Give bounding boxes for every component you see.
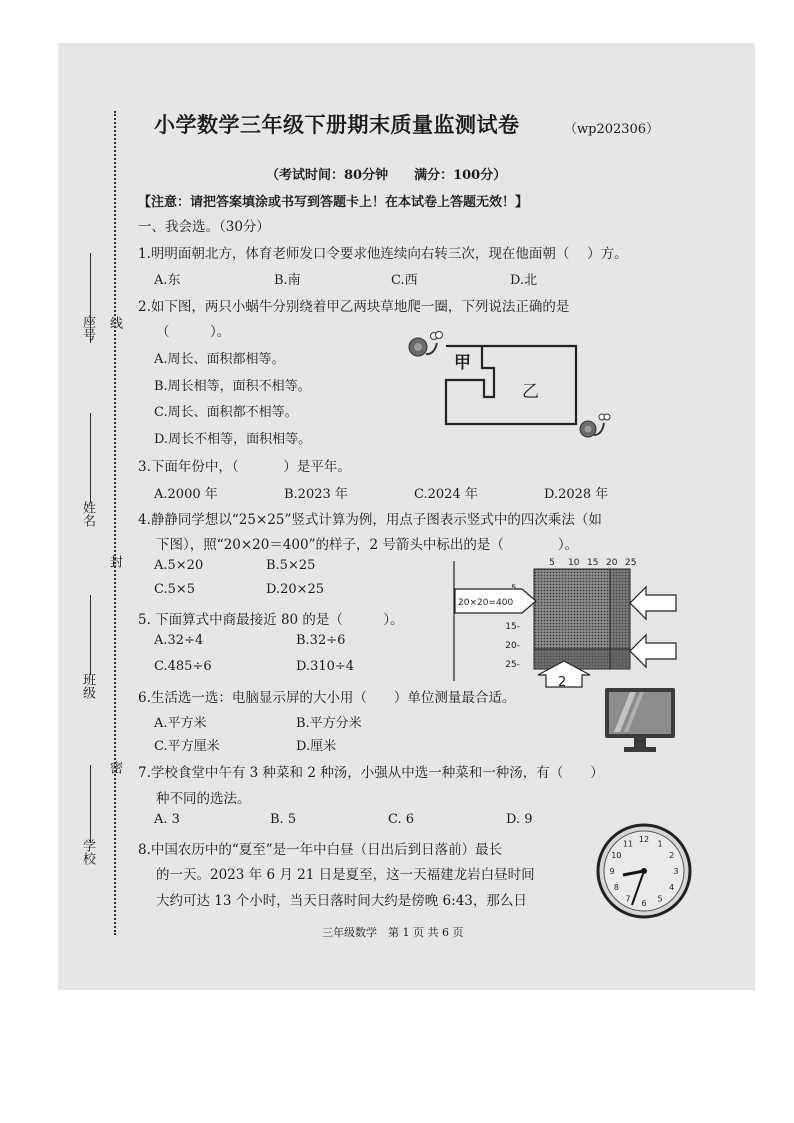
q2-option-a: A.周长、面积都相等。 <box>154 352 285 367</box>
name-blank-line <box>90 413 91 503</box>
q4-dot-grid-figure <box>450 553 680 690</box>
q1-option-a: A.东 <box>154 273 181 288</box>
q4-x-tick-labels <box>549 558 636 568</box>
clock-numeral: 1 <box>657 839 663 849</box>
q4-arrow-number: 2 <box>558 675 567 690</box>
q4-x-tick: 20 <box>606 558 618 568</box>
q1-text: 1.明明面朝北方，体育老师发口令要求他连续向右转三次，现在他面朝（ ）方。 <box>138 246 628 262</box>
clock-numeral: 11 <box>622 839 634 849</box>
q1-option-c: C.西 <box>391 273 418 288</box>
page-footer: 三年级数学 第 1 页 共 6 页 <box>322 926 464 939</box>
clock-icon <box>596 823 692 919</box>
q2-option-d: D.周长不相等，面积相等。 <box>154 432 312 447</box>
q4-y-tick: 20- <box>505 641 520 651</box>
binding-dotted-line <box>114 111 116 935</box>
q2-label-jia: 甲 <box>454 353 471 373</box>
section-heading: 一、我会选。（30分） <box>138 219 270 235</box>
q3-option-a: A.2000 年 <box>154 487 218 502</box>
q6-option-d: D.厘米 <box>296 739 337 754</box>
q7-option-a: A. 3 <box>154 812 180 827</box>
q3-option-c: C.2024 年 <box>414 487 478 502</box>
class-label: 班级 <box>80 673 95 699</box>
exam-code: （wp202306） <box>564 122 660 137</box>
clock-numeral: 3 <box>673 867 679 876</box>
q6-option-c: C.平方厘米 <box>154 739 220 754</box>
q4-option-b: B.5×25 <box>266 558 316 573</box>
clock-numeral: 7 <box>625 894 631 904</box>
q4-text-cont: 下图），照“20×20＝400”的样子，2 号箭头中标出的是（ ）。 <box>156 537 579 553</box>
school-label: 学校 <box>80 839 95 865</box>
q2-text: 2.如下图，两只小蜗牛分别绕着甲乙两块草地爬一圈，下列说法正确的是 <box>138 299 570 315</box>
q4-x-tick: 10 <box>568 558 580 568</box>
q5-option-d: D.310÷4 <box>296 659 355 674</box>
clock-numeral: 2 <box>669 851 675 860</box>
q4-option-a: A.5×20 <box>154 558 204 573</box>
q4-option-d: D.20×25 <box>266 582 325 597</box>
clock-numeral: 9 <box>609 867 615 876</box>
q4-x-tick: 15 <box>587 558 599 568</box>
exam-title: 小学数学三年级下册期末质量监测试卷 <box>154 112 520 137</box>
name-label: 姓名 <box>80 501 95 527</box>
q5-text: 5. 下面算式中商最接近 80 的是（ ）。 <box>138 612 404 628</box>
clock-numeral: 8 <box>613 883 619 892</box>
q2-option-c: C.周长、面积都不相等。 <box>154 405 298 420</box>
q2-lawn-figure <box>406 327 626 443</box>
snail-top-icon <box>409 332 443 357</box>
q6-option-a: A.平方米 <box>154 716 207 731</box>
snail-bottom-icon <box>580 414 610 437</box>
clock-numeral: 4 <box>669 883 675 892</box>
binding-secret-char: 密 <box>107 761 122 774</box>
exam-sheet <box>58 43 755 990</box>
q4-right-arrow-1 <box>630 587 676 619</box>
q4-x-tick: 25 <box>625 558 637 568</box>
q4-option-c: C.5×5 <box>154 582 196 597</box>
q2-label-yi: 乙 <box>522 382 539 402</box>
clock-numeral: 6 <box>641 899 647 908</box>
binding-line-char: 线 <box>107 316 122 329</box>
q3-option-b: B.2023 年 <box>284 487 348 502</box>
seat-label: 座号 <box>80 315 95 341</box>
binding-seal-char: 封 <box>107 555 122 568</box>
q3-text: 3.下面年份中，（ ）是平年。 <box>138 459 351 475</box>
clock-numeral: 5 <box>657 894 663 904</box>
exam-notice: 【注意：请把答案填涂或书写到答题卡上！在本试卷上答题无效！】 <box>138 195 529 210</box>
monitor-icon <box>604 687 678 757</box>
q4-text: 4.静静同学想以“25×25”竖式计算为例，用点子图表示竖式中的四次乘法（如 <box>138 512 602 528</box>
q7-text-cont: 种不同的选法。 <box>156 791 251 807</box>
q7-option-b: B. 5 <box>270 812 297 827</box>
q3-option-d: D.2028 年 <box>544 487 609 502</box>
q4-y-tick: 25- <box>505 660 520 670</box>
q4-y-tick: 15- <box>505 622 520 632</box>
q1-option-b: B.南 <box>274 273 301 288</box>
q7-text: 7.学校食堂中午有 3 种菜和 2 种汤，小强从中选一种菜和一种汤，有（ ） <box>138 765 604 781</box>
q4-right-arrow-2 <box>630 635 676 667</box>
q8-text-line3: 大约可达 13 个小时，当天日落时间大约是傍晚 6:43，那么日 <box>156 893 527 909</box>
q6-text: 6.生活选一选：电脑显示屏的大小用（ ）单位测量最合适。 <box>138 690 516 706</box>
q4-x-tick: 5 <box>549 558 555 568</box>
q2-text-cont: （ ）。 <box>156 324 231 340</box>
q2-option-b: B.周长相等，面积不相等。 <box>154 379 311 394</box>
q7-option-c: C. 6 <box>388 812 415 827</box>
q5-option-b: B.32÷6 <box>296 633 346 648</box>
q1-option-d: D.北 <box>510 273 538 288</box>
clock-numeral: 12 <box>638 835 650 844</box>
q6-option-b: B.平方分米 <box>296 716 362 731</box>
q8-text-line2: 的一天。2023 年 6 月 21 日是夏至，这一天福建龙岩白昼时间 <box>156 867 535 883</box>
school-blank-line <box>90 765 91 843</box>
q4-arrow-label: 20×20=400 <box>458 598 514 608</box>
class-blank-line <box>90 595 91 675</box>
q8-text-line1: 8.中国农历中的“夏至”是一年中白昼（日出后到日落前）最长 <box>138 842 503 858</box>
q5-option-a: A.32÷4 <box>154 633 204 648</box>
q7-option-d: D. 9 <box>506 812 533 827</box>
clock-numeral: 10 <box>611 851 622 860</box>
exam-time-info: （考试时间：80分钟 满分：100分） <box>266 168 507 183</box>
q4-right-strip <box>610 569 630 669</box>
q5-option-c: C.485÷6 <box>154 659 212 674</box>
